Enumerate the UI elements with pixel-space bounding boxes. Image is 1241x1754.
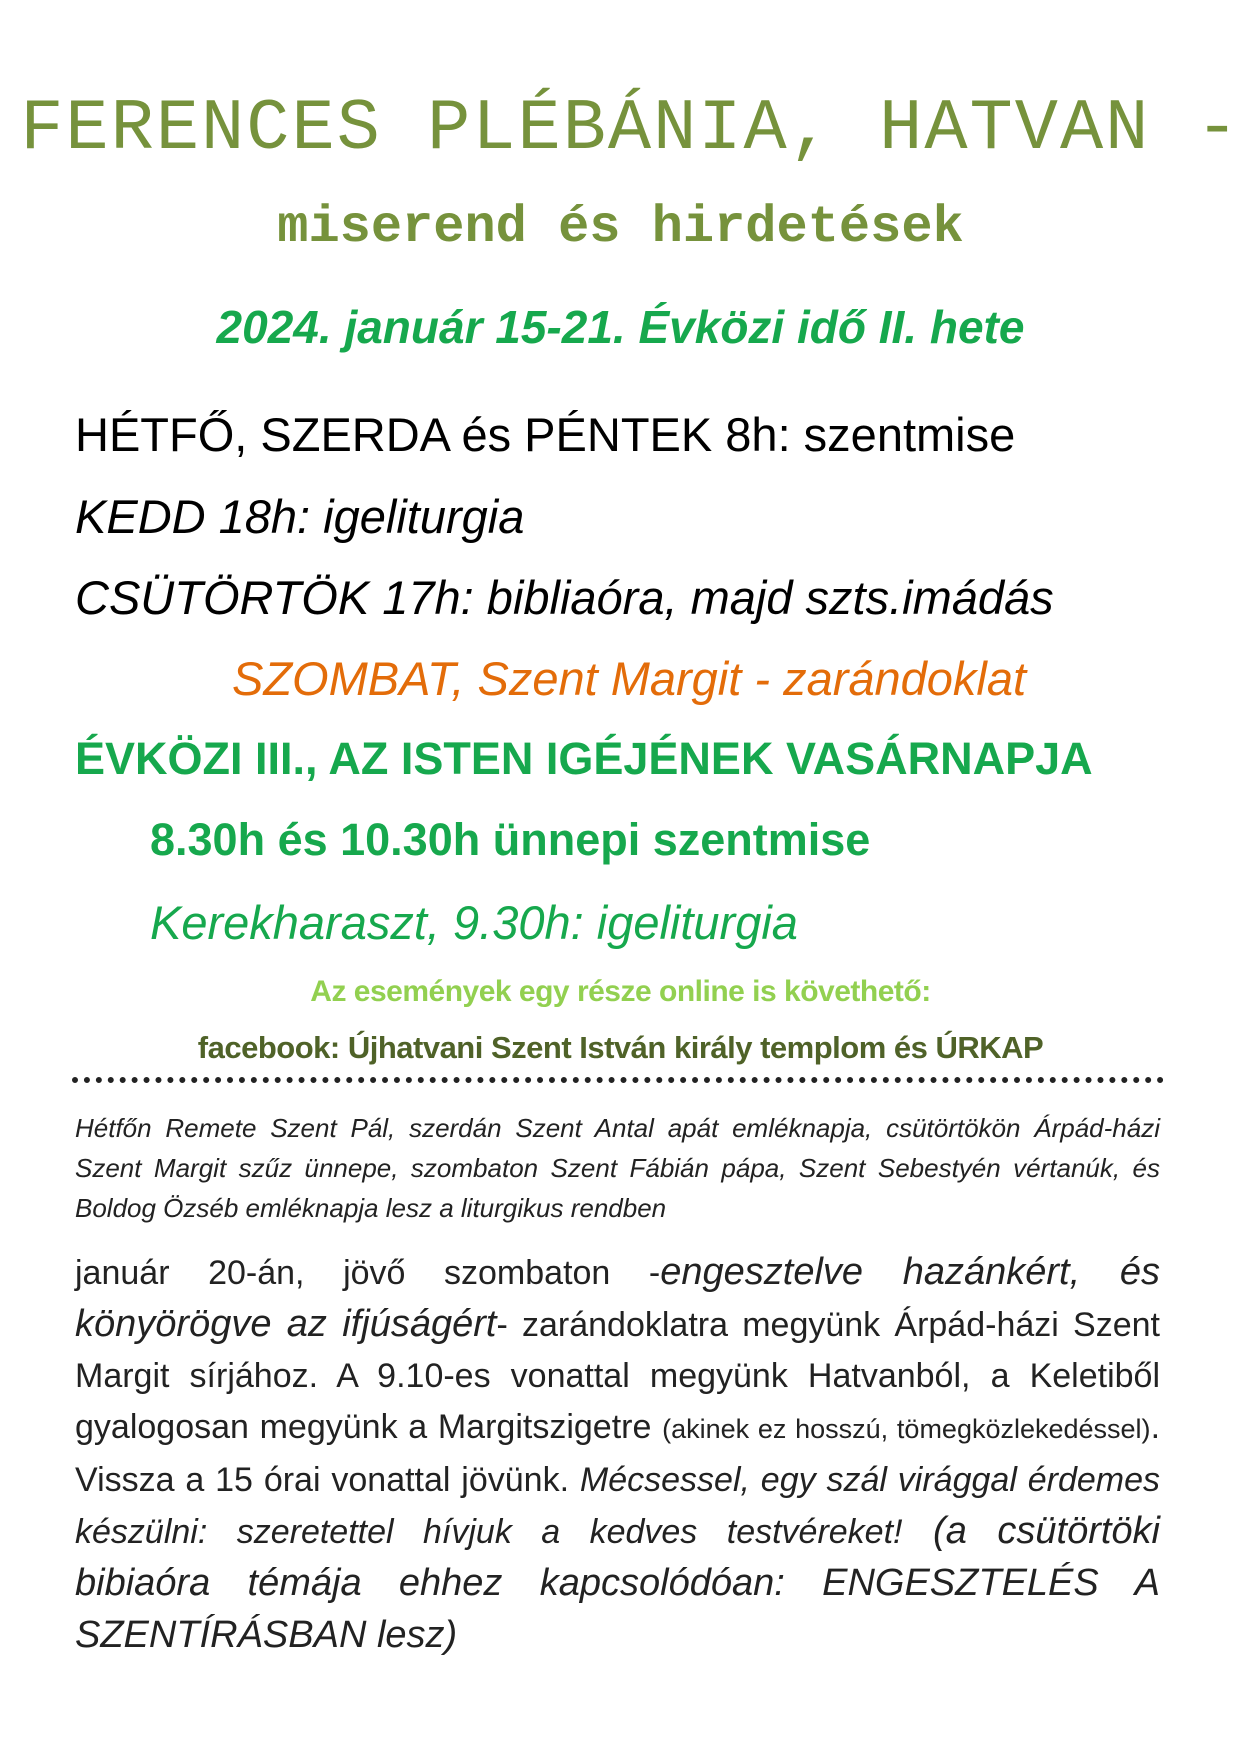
dotted-divider [72,1077,1164,1083]
facebook-notice: facebook: Újhatvani Szent István király templom és ÚRKAP [197,1030,1044,1065]
page-subtitle: miserend és hirdetések [277,198,964,257]
schedule-tuesday: KEDD 18h: igeliturgia [75,490,525,543]
announcement-note: (a csütörtöki bibiaóra témája ehhez kapcsolódóan: ENGESZTELÉS A SZENTÍRÁSBAN lesz) [75,1510,1160,1656]
liturgical-notes: Hétfőn Remete Szent Pál, szerdán Szent Antal apát emléknapja, csütörtökön Árpád-házi Szent Margit szűz ünnepe, szombaton Szent Fábián pápa, Szent Sebestyén vértanúk, és Boldog Özséb emléknapja lesz a liturgikus rendben [75,1113,1160,1223]
announcement-part: január 20-án, jövő szombaton - [75,1254,661,1292]
schedule-sunday-heading: ÉVKÖZI III., AZ ISTEN IGÉJÉNEK VASÁRNAPJA [75,733,1093,784]
announcement-aside: (akinek ez hosszú, tömegközlekedéssel) [662,1414,1151,1444]
announcement-invitation: Mécsessel, egy szál virággal érdemes készülni: szeretettel hívjuk a kedves testvéreket! [75,1461,1161,1551]
online-notice: Az események egy része online is követhető: [310,975,931,1008]
week-heading: 2024. január 15-21. Évközi idő II. hete [216,301,1025,353]
announcement-paragraph [75,1247,1160,1662]
page-title: FERENCES PLÉBÁNIA, HATVAN - [20,88,1241,170]
announcement-part: . Vissza a 15 órai vonattal jövünk. [75,1408,1161,1499]
schedule-kerekharaszt: Kerekharaszt, 9.30h: igeliturgia [150,896,798,949]
schedule-thursday: CSÜTÖRTÖK 17h: bibliaóra, majd szts.imádás [75,571,1054,624]
announcement-part: - zarándoklatra megyünk Árpád-házi Szent Margit sírjához. A 9.10-es vonattal megyünk Hatvanból, a Keletiből gyalogosan megyünk a Margitszigetre [75,1306,1160,1446]
announcement-emphasis: engesztelve hazánkért, és könyörögve az ifjúságért [75,1251,1160,1345]
schedule-weekday-mass: HÉTFŐ, SZERDA és PÉNTEK 8h: szentmise [75,408,1016,461]
schedule-saturday: SZOMBAT, Szent Margit - zarándoklat [232,652,1027,705]
schedule-sunday-mass: 8.30h és 10.30h ünnepi szentmise [150,814,871,865]
